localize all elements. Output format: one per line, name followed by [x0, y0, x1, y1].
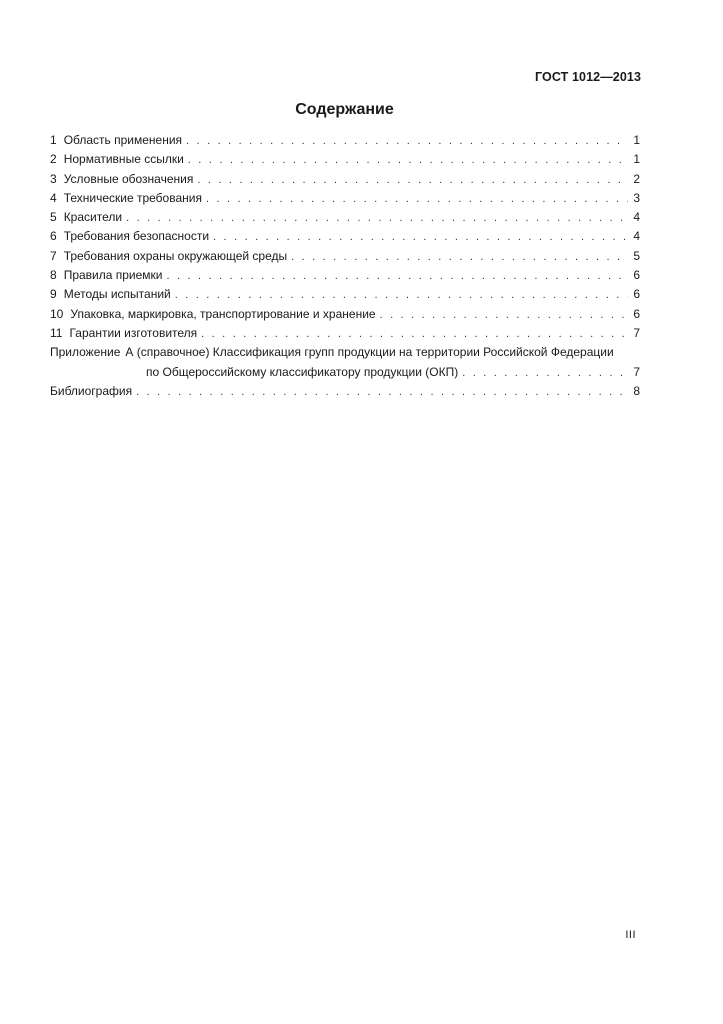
toc-entry-5[interactable] [50, 208, 640, 227]
toc-entry-label: Правила приемки [63, 268, 163, 283]
toc-entry-page: 2 [633, 171, 640, 186]
toc-entry-7[interactable] [50, 247, 640, 266]
toc-bibliography[interactable] [50, 382, 640, 401]
toc-entry-number: 10 [50, 306, 64, 321]
toc-leader-dots [126, 209, 628, 228]
toc-title: Содержание [295, 101, 394, 118]
toc-appendix-a-heading[interactable] [50, 343, 640, 362]
toc-entry-6[interactable] [50, 227, 640, 246]
toc-entry-page: 6 [633, 268, 640, 283]
toc-leader-dots [462, 364, 628, 383]
toc-entry-number: 9 [50, 287, 57, 302]
toc-entry-label: Нормативные ссылки [63, 152, 184, 167]
toc-entry-page: 4 [633, 210, 640, 225]
toc-entry-number: 6 [50, 229, 57, 244]
toc-appendix-title-line1: А (справочное) Классификация групп продукции на территории Российской Федерации [125, 345, 614, 360]
toc-entry-page: 7 [633, 364, 640, 379]
toc-entry-page: 4 [633, 229, 640, 244]
toc-leader-dots [380, 306, 628, 325]
toc-entry-number: 11 [50, 325, 63, 340]
toc-entry-page: 6 [633, 287, 640, 302]
toc-entry-number: 2 [50, 152, 57, 167]
toc-leader-dots [186, 132, 628, 151]
toc-entry-number: 3 [50, 171, 57, 186]
table-of-contents [50, 131, 640, 401]
toc-entry-label: Технические требования [63, 190, 202, 205]
page-number: III [625, 929, 636, 941]
toc-entry-number: 5 [50, 210, 57, 225]
toc-entry-number: 1 [50, 133, 57, 147]
toc-entry-label: Требования охраны окружающей среды [63, 248, 288, 263]
toc-leader-dots [197, 171, 628, 190]
toc-entry-1[interactable] [50, 131, 640, 150]
toc-entry-page: 1 [633, 152, 640, 167]
toc-entry-8[interactable] [50, 266, 640, 285]
toc-entry-11[interactable] [50, 324, 640, 343]
toc-leader-dots [206, 190, 628, 209]
toc-entry-page: 3 [633, 190, 640, 205]
toc-entry-label: Гарантии изготовителя [69, 325, 198, 340]
toc-leader-dots [188, 151, 628, 170]
toc-entry-9[interactable] [50, 285, 640, 304]
toc-leader-dots [175, 286, 628, 305]
toc-entry-page: 7 [633, 325, 640, 340]
document-code: ГОСТ 1012—2013 [535, 70, 641, 84]
toc-leader-dots [291, 248, 628, 267]
toc-appendix-a[interactable] [50, 363, 640, 382]
toc-entry-label: Красители [63, 210, 123, 225]
toc-entry-number: 7 [50, 248, 57, 263]
toc-entry-4[interactable] [50, 189, 640, 208]
toc-entry-label: Библиография [50, 383, 133, 398]
toc-entry-page: 8 [633, 383, 640, 398]
toc-entry-number: 4 [50, 190, 57, 205]
toc-leader-dots [213, 228, 628, 247]
toc-entry-3[interactable] [50, 170, 640, 189]
toc-appendix-title-line2: по Общероссийскому классификатору продукции (ОКП) [146, 364, 459, 379]
toc-leader-dots [201, 325, 628, 344]
toc-leader-dots [167, 267, 629, 286]
toc-entry-2[interactable] [50, 150, 640, 169]
toc-entry-page: 6 [633, 306, 640, 321]
toc-entry-page: 5 [633, 248, 640, 263]
toc-entry-label: Методы испытаний [63, 287, 171, 302]
toc-entry-number: 8 [50, 268, 57, 283]
toc-entry-label: Упаковка, маркировка, транспортирование и хранение [70, 306, 376, 321]
toc-appendix-prefix: Приложение [50, 345, 121, 360]
toc-leader-dots [136, 383, 628, 402]
toc-entry-10[interactable] [50, 305, 640, 324]
toc-entry-page: 1 [633, 133, 640, 147]
toc-entry-label: Требования безопасности [63, 229, 210, 244]
toc-entry-label: Область применения [63, 133, 183, 147]
toc-entry-label: Условные обозначения [63, 171, 194, 186]
